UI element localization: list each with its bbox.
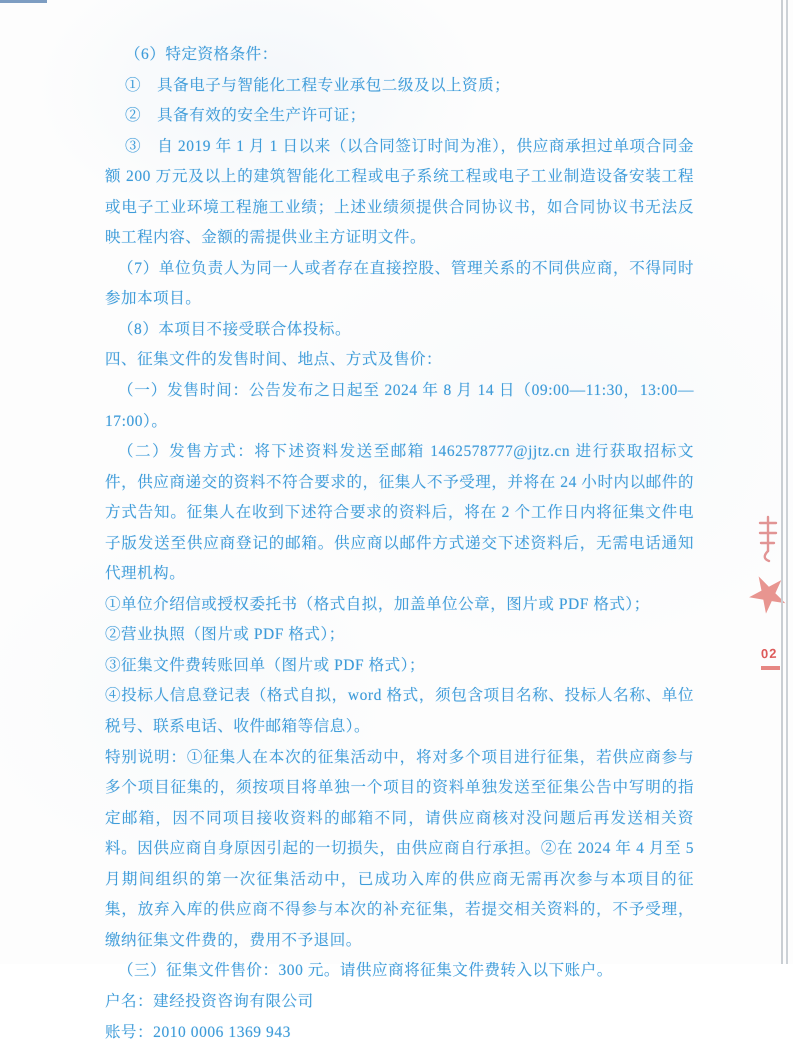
- seal-page-code: 02: [761, 646, 778, 662]
- clause-7: （7）单位负责人为同一人或者存在直接控股、管理关系的不同供应商，不得同时参加本项目。: [105, 254, 694, 315]
- special-note: 特别说明：①征集人在本次的征集活动中，将对多个项目进行征集，若供应商参与多个项目征集的，须按项目将单独一个项目的资料单独发送至征集公告中写明的指定邮箱，因不同项目接收资料的邮箱不同，请供应商核对没问题后再发送相关资料。因供应商自身原因引起的一切损失，由供应商自行承担。②在 2024 年 4 月至 5 月期间组织的第一次征集活动中，已成功入库的供应商无需再次参与本项目的征集，放弃入库的供应商不得参与本次的补充征集，若提交相关资料的，不予受理，缴纳征集文件费的，费用不予退回。: [105, 743, 694, 957]
- clause-6-heading: （6）特定资格条件：: [105, 40, 694, 71]
- required-material-3: ③征集文件费转账回单（图片或 PDF 格式）；: [105, 651, 694, 682]
- red-seal-fragments: [740, 500, 780, 680]
- clause-6-item-2: ② 具备有效的安全生产许可证；: [105, 101, 694, 132]
- scan-edge-line-outer: [786, 0, 788, 964]
- seal-underline-bar: [761, 666, 780, 670]
- document-body: [105, 40, 694, 1048]
- account-number: 账号：2010 0006 1369 943: [105, 1018, 694, 1048]
- section-4-heading: 四、征集文件的发售时间、地点、方式及售价：: [105, 345, 694, 376]
- clause-6-item-3: ③ 自 2019 年 1 月 1 日以来（以合同签订时间为准），供应商承担过单项合同金额 200 万元及以上的建筑智能化工程或电子系统工程或电子工业制造设备安装工程或电子工业环境工程施工业绩；上述业绩须提供合同协议书，如合同协议书无法反映工程内容、金额的需提供业主方证明文件。: [105, 132, 694, 254]
- clause-8: （8）本项目不接受联合体投标。: [105, 315, 694, 346]
- scan-edge-top-line: [0, 0, 47, 3]
- scan-edge-line-inner: [781, 0, 783, 964]
- account-name: 户名：建经投资咨询有限公司: [105, 987, 694, 1018]
- seal-character-fragment-icon: [756, 514, 778, 564]
- clause-6-item-1: ① 具备电子与智能化工程专业承包二级及以上资质；: [105, 71, 694, 102]
- sale-price: （三）征集文件售价：300 元。请供应商将征集文件费转入以下账户。: [105, 956, 694, 987]
- sale-method: （二）发售方式：将下述资料发送至邮箱 1462578777@jjtz.cn 进行获取招标文件，供应商递交的资料不符合要求的，征集人不予受理，并将在 24 小时内以邮件的方式告知。征集人在收到下述符合要求的资料后，将在 2 个工作日内将征集文件电子版发送至供应商登记的邮箱。供应商以邮件方式递交下述资料后，无需电话通知代理机构。: [105, 437, 694, 590]
- required-material-2: ②营业执照（图片或 PDF 格式）；: [105, 620, 694, 651]
- required-material-1: ①单位介绍信或授权委托书（格式自拟，加盖单位公章，图片或 PDF 格式）；: [105, 590, 694, 621]
- required-material-4: ④投标人信息登记表（格式自拟，word 格式，须包含项目名称、投标人名称、单位税号、联系电话、收件邮箱等信息）。: [105, 681, 694, 742]
- sale-time: （一）发售时间：公告发布之日起至 2024 年 8 月 14 日（09:00—11:30，13:00—17:00）。: [105, 376, 694, 437]
